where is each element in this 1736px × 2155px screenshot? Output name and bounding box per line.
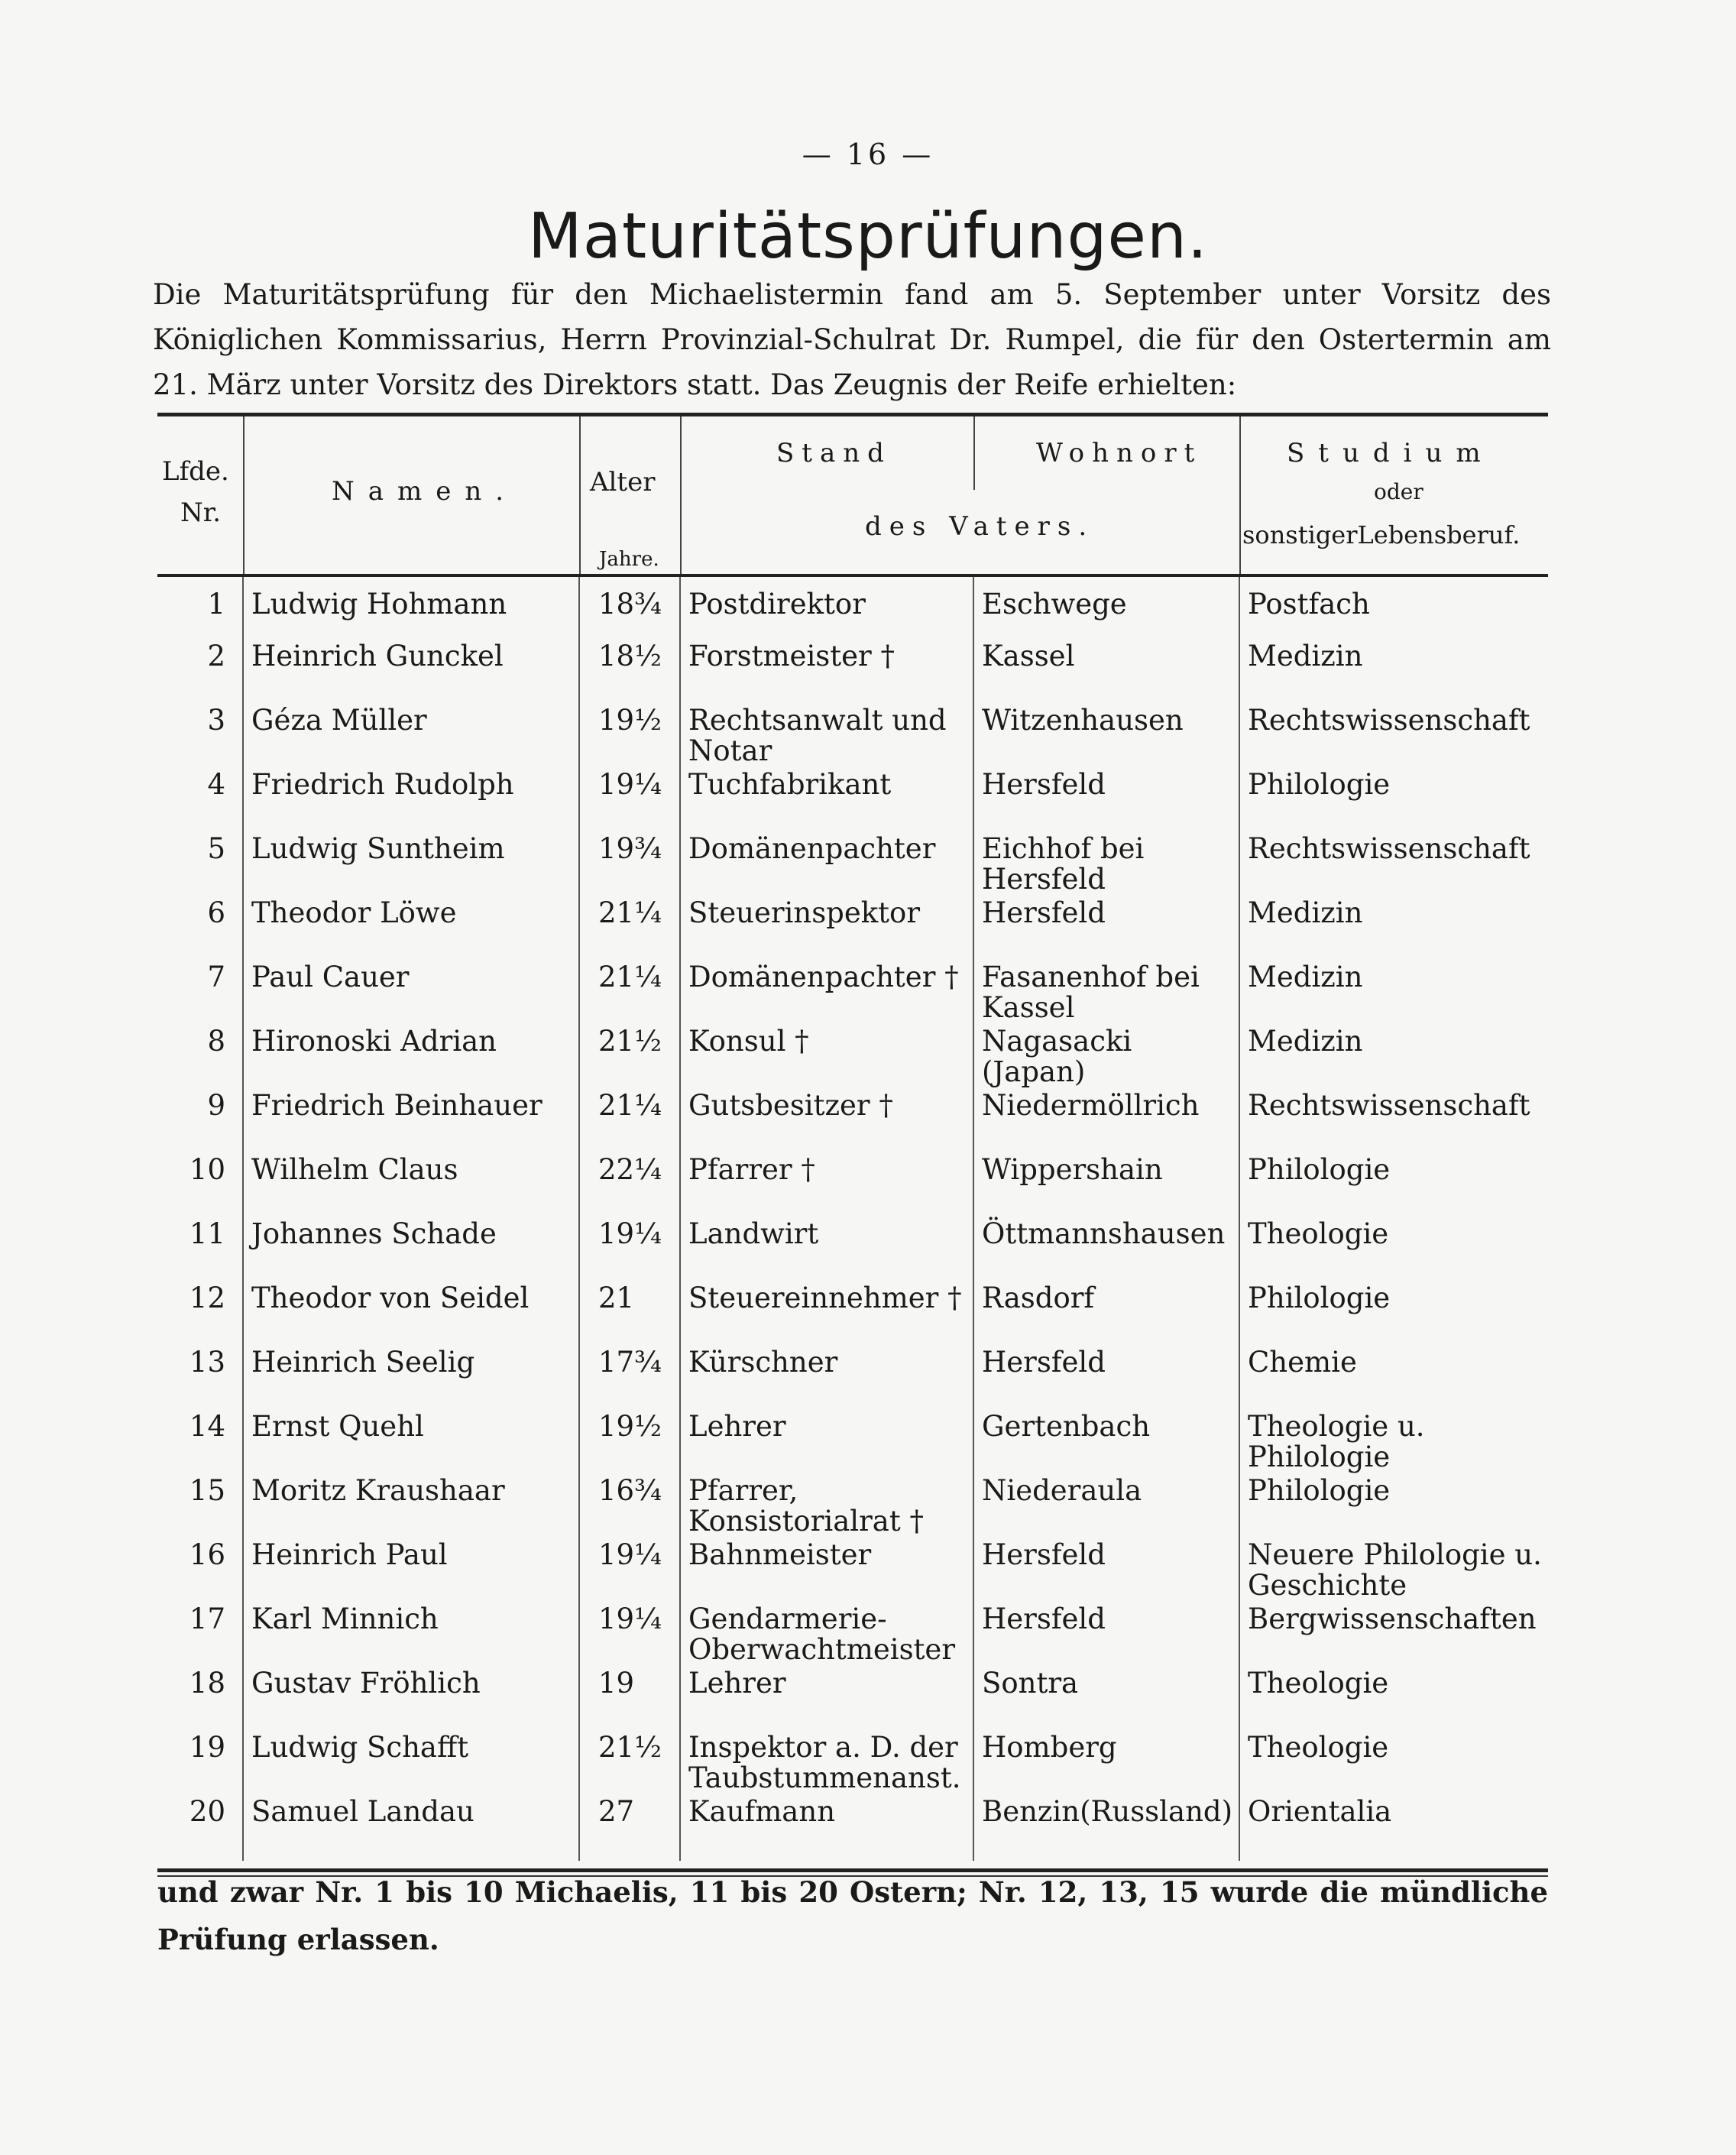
row-number: 2 (207, 640, 225, 672)
row-name: Wilhelm Claus (243, 1155, 579, 1219)
row-residence: Eschwege (973, 577, 1239, 641)
row-age: 19¾ (579, 834, 680, 898)
row-father-occupation: Gutsbesitzer † (680, 1090, 973, 1155)
row-father-occupation: Lehrer (680, 1668, 973, 1732)
row-age: 19½ (579, 705, 680, 770)
intro-paragraph: Die Maturitätsprüfung für den Michaelistermin fand am 5. September unter Vorsitz des Königlichen Kommissarius, Herrn Provinzial-Schulrat Dr. Rumpel, die für den Ostertermin am 21. März unter Vorsitz des Direktors statt. Das Zeugnis der Reife erhielten: (153, 278, 1551, 401)
row-study: Medizin (1239, 641, 1548, 705)
table-row (157, 962, 1548, 1026)
row-residence: Fasanenhof bei Kassel (973, 962, 1239, 1026)
row-father-occupation: Kaufmann (680, 1797, 973, 1861)
row-number: 11 (189, 1217, 225, 1250)
row-age: 21 (579, 1283, 680, 1347)
row-age: 19¼ (579, 1604, 680, 1668)
row-number: 17 (189, 1602, 225, 1635)
table-row (157, 1732, 1548, 1797)
row-age: 19¼ (579, 1540, 680, 1604)
row-number: 4 (207, 768, 225, 801)
row-number: 7 (207, 961, 225, 993)
row-residence: Gertenbach (973, 1411, 1239, 1476)
table-row (157, 1155, 1548, 1219)
row-name: Hironoski Adrian (243, 1026, 579, 1090)
row-father-occupation: Kürschner (680, 1347, 973, 1411)
row-age: 21¼ (579, 898, 680, 962)
row-name: Ernst Quehl (243, 1411, 579, 1476)
row-residence: Niederaula (973, 1476, 1239, 1540)
row-study: Theologie (1239, 1219, 1548, 1283)
row-study: Theologie (1239, 1732, 1548, 1797)
row-study: Rechtswissenschaft (1239, 1090, 1548, 1155)
row-name: Theodor von Seidel (243, 1283, 579, 1347)
row-name: Heinrich Seelig (243, 1347, 579, 1411)
row-study: Medizin (1239, 962, 1548, 1026)
row-age: 19¼ (579, 770, 680, 834)
row-age: 21¼ (579, 962, 680, 1026)
row-study: Medizin (1239, 1026, 1548, 1090)
header-namen: Namen. (332, 476, 518, 507)
header-jahre: Jahre. (599, 548, 659, 571)
row-father-occupation: Bahnmeister (680, 1540, 973, 1604)
row-number: 16 (189, 1538, 225, 1571)
row-father-occupation: Konsul † (680, 1026, 973, 1090)
row-father-occupation: Gendarmerie-Oberwachtmeister (680, 1604, 973, 1668)
row-name: Paul Cauer (243, 962, 579, 1026)
table-row (157, 770, 1548, 834)
row-name: Theodor Löwe (243, 898, 579, 962)
row-name: Johannes Schade (243, 1219, 579, 1283)
page-number: — 16 — (802, 138, 934, 171)
header-lfde: Lfde. (162, 456, 229, 487)
header-lebensberuf: sonstigerLebensberuf. (1242, 520, 1521, 549)
row-study: Philologie (1239, 1155, 1548, 1219)
row-father-occupation: Steuerinspektor (680, 898, 973, 962)
row-study: Postfach (1239, 577, 1548, 641)
row-residence: Hersfeld (973, 898, 1239, 962)
row-number: 12 (189, 1282, 225, 1314)
row-study: Rechtswissenschaft (1239, 834, 1548, 898)
table-row (157, 1797, 1548, 1861)
row-name: Moritz Kraushaar (243, 1476, 579, 1540)
row-age: 21½ (579, 1026, 680, 1090)
row-father-occupation: Domänenpachter (680, 834, 973, 898)
table-row (157, 577, 1548, 641)
row-name: Heinrich Paul (243, 1540, 579, 1604)
table-row (157, 641, 1548, 705)
table-row (157, 1476, 1548, 1540)
table-row (157, 1411, 1548, 1476)
row-residence: Hersfeld (973, 1604, 1239, 1668)
row-residence: Benzin(Russland) (973, 1797, 1239, 1861)
row-name: Friedrich Beinhauer (243, 1090, 579, 1155)
row-study: Chemie (1239, 1347, 1548, 1411)
table-row (157, 1604, 1548, 1668)
row-study: Rechtswissenschaft (1239, 705, 1548, 770)
row-name: Friedrich Rudolph (243, 770, 579, 834)
row-residence: Homberg (973, 1732, 1239, 1797)
row-age: 19 (579, 1668, 680, 1732)
row-number: 15 (189, 1474, 225, 1507)
table-row (157, 1090, 1548, 1155)
row-residence: Kassel (973, 641, 1239, 705)
row-age: 18½ (579, 641, 680, 705)
row-father-occupation: Pfarrer, Konsistorialrat † (680, 1476, 973, 1540)
row-number: 20 (189, 1795, 225, 1828)
row-father-occupation: Pfarrer † (680, 1155, 973, 1219)
row-number: 10 (189, 1153, 225, 1186)
header-studium: Studium (1287, 438, 1495, 468)
row-study: Philologie (1239, 1283, 1548, 1347)
table-row (157, 705, 1548, 770)
row-name: Ludwig Hohmann (243, 577, 579, 641)
row-age: 18¾ (579, 577, 680, 641)
row-father-occupation: Postdirektor (680, 577, 973, 641)
row-age: 16¾ (579, 1476, 680, 1540)
header-alter: Alter (590, 467, 656, 497)
row-number: 5 (207, 832, 225, 865)
row-number: 18 (189, 1667, 225, 1700)
row-number: 19 (189, 1731, 225, 1764)
row-father-occupation: Rechtsanwalt und Notar (680, 705, 973, 770)
table-row (157, 1026, 1548, 1090)
row-study: Philologie (1239, 1476, 1548, 1540)
row-father-occupation: Landwirt (680, 1219, 973, 1283)
row-name: Samuel Landau (243, 1797, 579, 1861)
row-study: Theologie u. Philologie (1239, 1411, 1548, 1476)
row-residence: Öttmannshausen (973, 1219, 1239, 1283)
row-residence: Witzenhausen (973, 705, 1239, 770)
table-row (157, 1540, 1548, 1604)
row-father-occupation: Steuereinnehmer † (680, 1283, 973, 1347)
row-number: 8 (207, 1025, 225, 1058)
row-age: 27 (579, 1797, 680, 1861)
header-des-vaters: des Vaters. (865, 511, 1095, 542)
row-number: 9 (207, 1089, 225, 1122)
row-father-occupation: Inspektor a. D. der Taubstummenanst. (680, 1732, 973, 1797)
row-number: 1 (207, 588, 225, 621)
row-age: 19¼ (579, 1219, 680, 1283)
row-residence: Nagasacki (Japan) (973, 1026, 1239, 1090)
row-residence: Hersfeld (973, 770, 1239, 834)
header-wohnort: Wohnort (1036, 438, 1203, 468)
row-father-occupation: Tuchfabrikant (680, 770, 973, 834)
footer-note: und zwar Nr. 1 bis 10 Michaelis, 11 bis 20 Ostern; Nr. 12, 13, 15 wurde die mündliche Prüfung erlassen. (157, 1875, 1548, 1956)
row-residence: Wippershain (973, 1155, 1239, 1219)
page-title: Maturitätsprüfungen. (528, 200, 1208, 273)
row-residence: Rasdorf (973, 1283, 1239, 1347)
table-row (157, 1219, 1548, 1283)
row-residence: Eichhof bei Hersfeld (973, 834, 1239, 898)
row-age: 22¼ (579, 1155, 680, 1219)
header-stand: Stand (776, 438, 892, 468)
row-residence: Hersfeld (973, 1540, 1239, 1604)
row-residence: Niedermöllrich (973, 1090, 1239, 1155)
row-name: Ludwig Suntheim (243, 834, 579, 898)
header-nr: Nr. (180, 497, 222, 528)
row-name: Karl Minnich (243, 1604, 579, 1668)
table-row (157, 1347, 1548, 1411)
row-study: Theologie (1239, 1668, 1548, 1732)
row-father-occupation: Domänenpachter † (680, 962, 973, 1026)
row-number: 3 (207, 704, 225, 737)
row-residence: Sontra (973, 1668, 1239, 1732)
row-age: 21½ (579, 1732, 680, 1797)
row-study: Philologie (1239, 770, 1548, 834)
row-name: Heinrich Gunckel (243, 641, 579, 705)
table-row (157, 834, 1548, 898)
table-row (157, 898, 1548, 962)
row-number: 14 (189, 1410, 225, 1443)
row-father-occupation: Lehrer (680, 1411, 973, 1476)
table-row (157, 1668, 1548, 1732)
row-number: 13 (189, 1346, 225, 1379)
row-number: 6 (207, 896, 225, 929)
table-body (157, 577, 1548, 1861)
row-study: Bergwissenschaften (1239, 1604, 1548, 1668)
graduates-table (157, 413, 1548, 1877)
row-name: Géza Müller (243, 705, 579, 770)
row-name: Ludwig Schafft (243, 1732, 579, 1797)
row-study: Neuere Philologie u. Geschichte (1239, 1540, 1548, 1604)
row-father-occupation: Forstmeister † (680, 641, 973, 705)
table-row (157, 1283, 1548, 1347)
row-age: 21¼ (579, 1090, 680, 1155)
row-study: Medizin (1239, 898, 1548, 962)
row-residence: Hersfeld (973, 1347, 1239, 1411)
row-name: Gustav Fröhlich (243, 1668, 579, 1732)
row-age: 17¾ (579, 1347, 680, 1411)
table-header (157, 416, 1548, 574)
header-oder: oder (1374, 479, 1423, 504)
row-study: Orientalia (1239, 1797, 1548, 1861)
row-age: 19½ (579, 1411, 680, 1476)
